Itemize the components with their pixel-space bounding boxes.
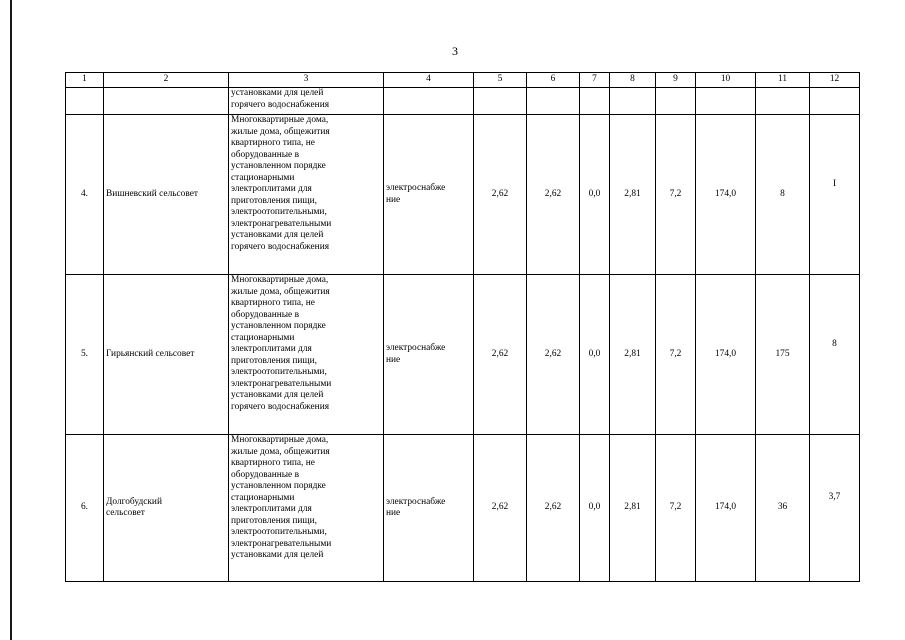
consumer-category: Многоквартирные дома, жилые дома, общежития квартирного типа, не оборудованные в установленном порядке стационарными электроплитами для приготовления пищи, электроотопительными, электронагревательными установками для целей горячего водоснабжения xyxy=(229,275,384,435)
cell-col7: 0,0 xyxy=(580,435,610,582)
column-header: 3 xyxy=(229,73,384,88)
row-number: 5. xyxy=(66,275,104,435)
column-header: 8 xyxy=(610,73,656,88)
cell-col11: 36 xyxy=(756,435,810,582)
row-number: 4. xyxy=(66,115,104,275)
utility-type: электроснабже ние xyxy=(384,435,474,582)
column-header: 4 xyxy=(384,73,474,88)
cell-col10: 174,0 xyxy=(696,435,756,582)
consumer-category: Многоквартирные дома, жилые дома, общежития квартирного типа, не оборудованные в установленном порядке стационарными электроплитами для приготовления пищи, электроотопительными, электронагревательными установками для целей xyxy=(229,435,384,582)
cell-col8: 2,81 xyxy=(610,435,656,582)
column-header: 2 xyxy=(104,73,229,88)
column-header: 11 xyxy=(756,73,810,88)
tariff-table xyxy=(65,72,860,582)
row-number: 6. xyxy=(66,435,104,582)
cell-col5: 2,62 xyxy=(474,115,527,275)
settlement-name: Вишневский сельсовет xyxy=(104,115,229,275)
column-header: 7 xyxy=(580,73,610,88)
cell-col12: I xyxy=(810,115,860,275)
cell-col8: 2,81 xyxy=(610,115,656,275)
continuation-consumer-cell xyxy=(229,88,384,115)
table-row xyxy=(66,115,860,275)
cell-col9: 7,2 xyxy=(656,115,696,275)
utility-type: электроснабже ние xyxy=(384,115,474,275)
page-left-edge-rule xyxy=(10,0,12,640)
cell-col6: 2,62 xyxy=(527,275,580,435)
column-number-row xyxy=(66,73,860,88)
continuation-row xyxy=(66,88,860,115)
column-header: 9 xyxy=(656,73,696,88)
cell-col10: 174,0 xyxy=(696,275,756,435)
table-row xyxy=(66,275,860,435)
cell-col12: 3,7 xyxy=(810,435,860,582)
cell-col11: 8 xyxy=(756,115,810,275)
page-number: 3 xyxy=(452,44,458,58)
column-header: 1 xyxy=(66,73,104,88)
column-header: 6 xyxy=(527,73,580,88)
cell-col5: 2,62 xyxy=(474,435,527,582)
table-row xyxy=(66,435,860,582)
utility-type: электроснабже ние xyxy=(384,275,474,435)
settlement-name: Долгобудский сельсовет xyxy=(104,435,229,582)
column-header: 10 xyxy=(696,73,756,88)
cell-col12: 8 xyxy=(810,275,860,435)
cell-col7: 0,0 xyxy=(580,115,610,275)
consumer-category: Многоквартирные дома, жилые дома, общежития квартирного типа, не оборудованные в установленном порядке стационарными электроплитами для приготовления пищи, электроотопительными, электронагревательными установками для целей горячего водоснабжения xyxy=(229,115,384,275)
column-header: 12 xyxy=(810,73,860,88)
continuation-text: установками для целей горячего водоснабжения xyxy=(231,88,330,110)
cell-col9: 7,2 xyxy=(656,275,696,435)
cell-col10: 174,0 xyxy=(696,115,756,275)
cell-col9: 7,2 xyxy=(656,435,696,582)
cell-col6: 2,62 xyxy=(527,115,580,275)
cell-col5: 2,62 xyxy=(474,275,527,435)
cell-col7: 0,0 xyxy=(580,275,610,435)
column-header: 5 xyxy=(474,73,527,88)
settlement-name: Гирьянский сельсовет xyxy=(104,275,229,435)
cell-col6: 2,62 xyxy=(527,435,580,582)
cell-col8: 2,81 xyxy=(610,275,656,435)
cell-col11: 175 xyxy=(756,275,810,435)
